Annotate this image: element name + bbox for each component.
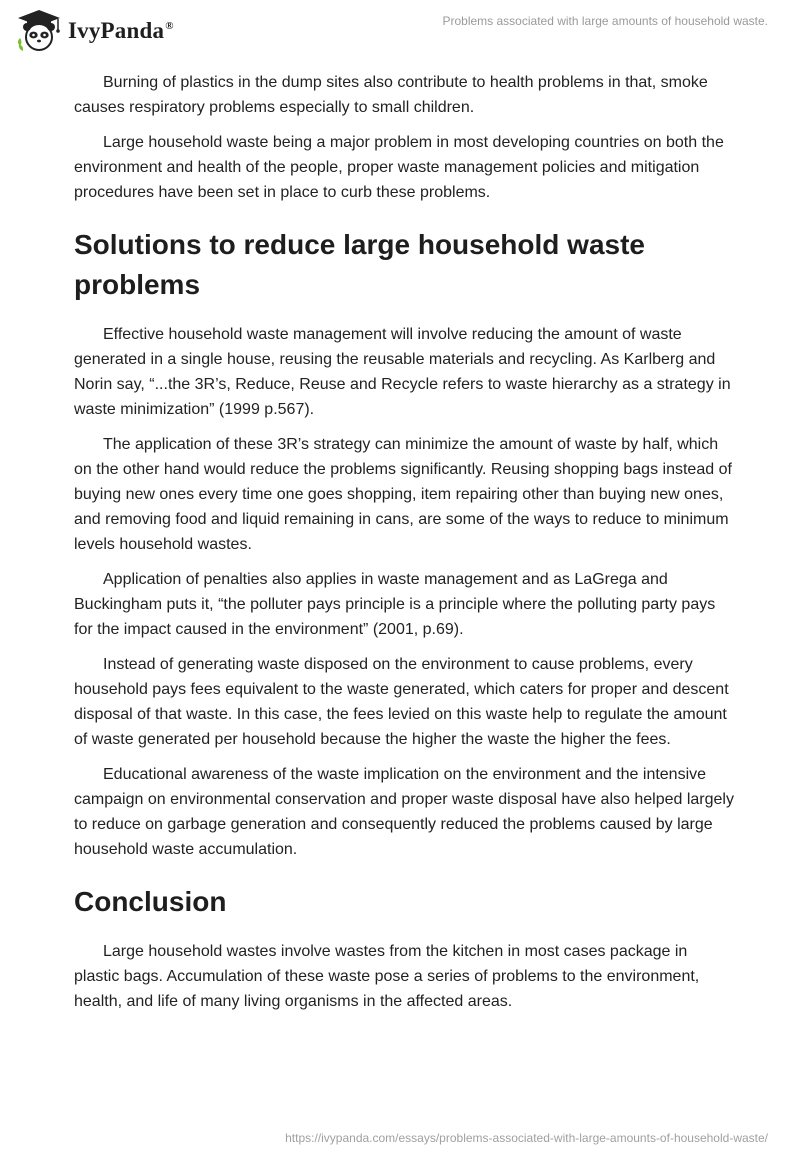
ivypanda-logo[interactable] <box>14 8 174 54</box>
brand-name: IvyPanda® <box>68 18 174 43</box>
source-url[interactable]: https://ivypanda.com/essays/problems-associated-with-large-amounts-of-household-waste/ <box>285 1131 768 1145</box>
registered-mark: ® <box>165 20 174 33</box>
panda-graduate-icon <box>14 8 64 54</box>
paragraph: Effective household waste management will involve reducing the amount of waste generated in a single house, reusing the reusable materials and recycling. As Karlberg and Norin say, “...the 3R’s, Reduce, Reuse and Recycle refers to waste hierarchy as a strategy in waste minimization” (1999 p.567). <box>74 326 731 418</box>
paragraph: Large household wastes involve wastes from the kitchen in most cases package in plastic bags. Accumulation of these waste pose a series of problems to the environment, health, and life of many living organisms in the affected areas. <box>74 943 700 1010</box>
paragraph: Large household waste being a major problem in most developing countries on both the environment and health of the people, proper waste management policies and mitigation procedures have been set in place to curb these problems. <box>74 134 724 201</box>
paragraph: Burning of plastics in the dump sites also contribute to health problems in that, smoke causes respiratory problems especially to small children. <box>74 74 708 116</box>
section-heading-solutions: Solutions to reduce large household waste problems <box>74 229 645 300</box>
essay-content <box>74 70 734 1024</box>
section-heading-conclusion: Conclusion <box>74 886 227 917</box>
paragraph: Instead of generating waste disposed on the environment to cause problems, every household pays fees equivalent to the waste generated, which caters for proper and descent disposal of that waste. In this case, the fees levied on this waste help to regulate the amount of waste generated per household because the higher the waste the higher the fees. <box>74 656 729 748</box>
document-title: Problems associated with large amounts of household waste. <box>442 14 768 28</box>
page-header <box>0 0 800 64</box>
paragraph: Application of penalties also applies in waste management and as LaGrega and Buckingham puts it, “the polluter pays principle is a principle where the polluting party pays for the impact caused in the environment” (2001, p.69). <box>74 571 716 638</box>
paragraph: Educational awareness of the waste implication on the environment and the intensive campaign on environmental conservation and proper waste disposal have also helped largely to reduce on garbage generation and consequently reduced the problems caused by large household waste accumulation. <box>74 766 734 858</box>
paragraph: The application of these 3R’s strategy can minimize the amount of waste by half, which on the other hand would reduce the problems significantly. Reusing shopping bags instead of buying new ones every time one goes shopping, item repairing other than buying new ones, and removing food and liquid remaining in cans, are some of the ways to reduce to minimum levels household wastes. <box>74 436 732 553</box>
